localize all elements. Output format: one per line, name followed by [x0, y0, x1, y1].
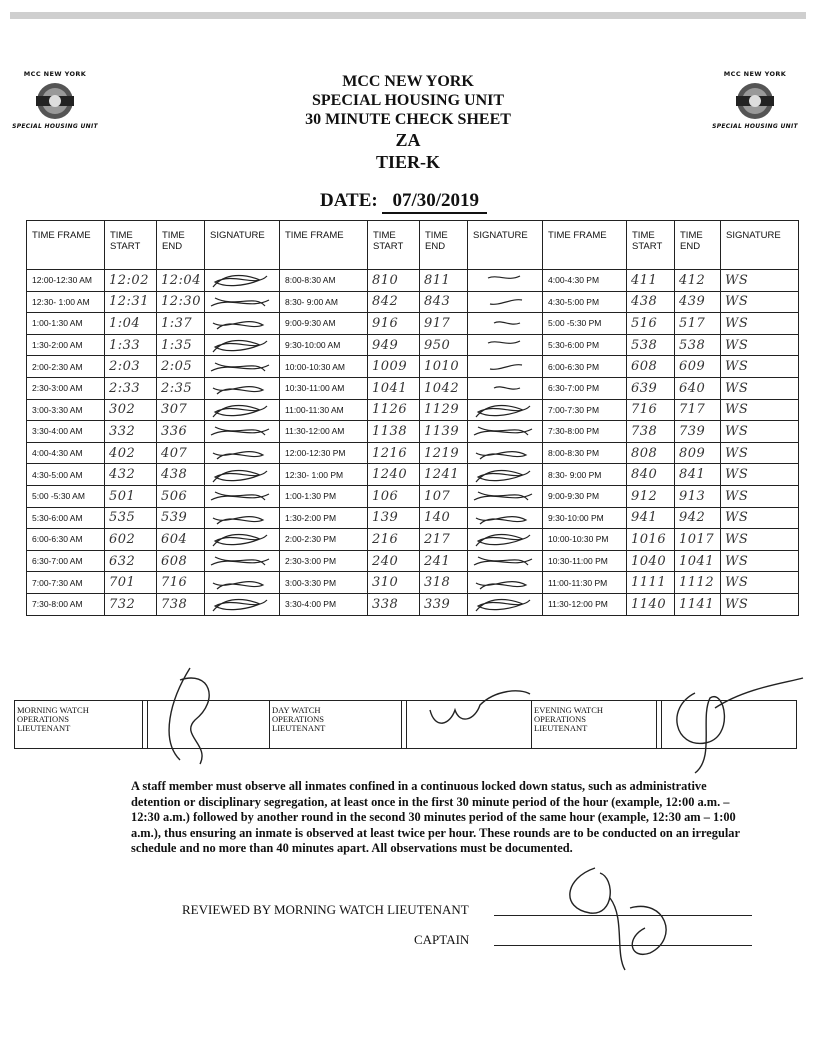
time-start-cell: 310 — [368, 572, 420, 594]
header-cell: TIME END — [675, 221, 721, 270]
signature-cell — [468, 550, 543, 572]
time-start-cell: 2:33 — [105, 377, 157, 399]
time-start-cell: 916 — [368, 313, 420, 335]
signature-cell: WS — [721, 572, 799, 594]
evening-watch-label — [532, 701, 657, 749]
time-frame-cell: 10:30-11:00 PM — [543, 550, 627, 572]
time-start-cell: 240 — [368, 550, 420, 572]
time-end-cell: 107 — [420, 485, 468, 507]
handwritten-signature-icon — [205, 400, 279, 420]
time-frame-cell: 6:30-7:00 AM — [27, 550, 105, 572]
signature-cell: WS — [721, 334, 799, 356]
signature-cell — [205, 550, 280, 572]
time-frame-cell: 1:30-2:00 AM — [27, 334, 105, 356]
time-frame-cell: 6:00-6:30 PM — [543, 356, 627, 378]
time-start-cell: 1138 — [368, 421, 420, 443]
time-start-cell: 1216 — [368, 442, 420, 464]
table-row — [27, 270, 799, 292]
signature-cell — [468, 399, 543, 421]
time-start-cell: 1016 — [627, 529, 675, 551]
time-frame-cell: 3:30-4:00 PM — [280, 593, 368, 615]
time-frame-cell: 2:00-2:30 AM — [27, 356, 105, 378]
signature-cell — [205, 421, 280, 443]
signature-cell: WS — [721, 507, 799, 529]
time-start-cell: 438 — [627, 291, 675, 313]
time-end-cell: 12:30 — [157, 291, 205, 313]
signature-cell — [468, 291, 543, 313]
time-frame-cell: 11:00-11:30 PM — [543, 572, 627, 594]
time-end-cell: 339 — [420, 593, 468, 615]
time-end-cell: 140 — [420, 507, 468, 529]
time-frame-cell: 7:30-8:00 PM — [543, 421, 627, 443]
label-line: LIEUTENANT — [17, 723, 71, 733]
time-frame-cell: 10:00-10:30 PM — [543, 529, 627, 551]
time-start-cell: 732 — [105, 593, 157, 615]
handwritten-signature-icon — [468, 270, 542, 290]
signature-cell — [205, 485, 280, 507]
signature-cell: WS — [721, 442, 799, 464]
header-cell: TIME END — [420, 221, 468, 270]
date-line — [320, 190, 487, 214]
time-end-cell: 717 — [675, 399, 721, 421]
time-end-cell: 538 — [675, 334, 721, 356]
time-end-cell: 412 — [675, 270, 721, 292]
handwritten-signature-icon — [468, 378, 542, 398]
time-end-cell: 12:04 — [157, 270, 205, 292]
signature-cell — [468, 421, 543, 443]
time-start-cell: 106 — [368, 485, 420, 507]
table-row — [27, 356, 799, 378]
header-cell: TIME END — [157, 221, 205, 270]
label-line: MORNING WATCH — [17, 705, 89, 715]
shu-seal-icon — [732, 81, 778, 121]
signature-cell — [205, 529, 280, 551]
header-cell: SIGNATURE — [721, 221, 799, 270]
handwritten-signature-icon — [205, 465, 279, 485]
time-frame-cell: 6:00-6:30 AM — [27, 529, 105, 551]
handwritten-signature-icon — [468, 357, 542, 377]
header-cell: TIME FRAME — [27, 221, 105, 270]
signature-cell: WS — [721, 550, 799, 572]
time-start-cell: 411 — [627, 270, 675, 292]
time-start-cell: 949 — [368, 334, 420, 356]
captain-label: CAPTAIN — [414, 932, 470, 947]
signature-cell — [468, 593, 543, 615]
signature-cell: WS — [721, 421, 799, 443]
time-frame-cell: 2:30-3:00 AM — [27, 377, 105, 399]
time-frame-cell: 4:00-4:30 AM — [27, 442, 105, 464]
time-end-cell: 604 — [157, 529, 205, 551]
time-frame-cell: 9:30-10:00 PM — [543, 507, 627, 529]
time-frame-cell: 8:00-8:30 PM — [543, 442, 627, 464]
table-row — [27, 421, 799, 443]
title-line: ZA — [395, 130, 421, 150]
time-start-cell: 139 — [368, 507, 420, 529]
time-start-cell: 302 — [105, 399, 157, 421]
time-start-cell: 1041 — [368, 377, 420, 399]
label-line: EVENING WATCH — [534, 705, 604, 715]
shu-seal-icon — [32, 81, 78, 121]
time-start-cell: 912 — [627, 485, 675, 507]
signature-cell: WS — [721, 291, 799, 313]
time-frame-cell: 3:00-3:30 AM — [27, 399, 105, 421]
time-frame-cell: 4:00-4:30 PM — [543, 270, 627, 292]
time-end-cell: 517 — [675, 313, 721, 335]
table-body — [27, 270, 799, 616]
day-watch-signature-box[interactable] — [407, 701, 532, 749]
time-end-cell: 438 — [157, 464, 205, 486]
title-line: 30 MINUTE CHECK SHEET — [305, 111, 511, 128]
reviewed-by-signature-line[interactable] — [494, 915, 752, 916]
time-end-cell: 318 — [420, 572, 468, 594]
handwritten-signature-icon — [468, 313, 542, 333]
time-frame-cell: 9:30-10:00 AM — [280, 334, 368, 356]
signature-cell — [205, 442, 280, 464]
time-end-cell: 539 — [157, 507, 205, 529]
logo-top-text: MCC NEW YORK — [23, 70, 87, 78]
time-end-cell: 1017 — [675, 529, 721, 551]
morning-watch-signature-box[interactable] — [148, 701, 270, 749]
time-end-cell: 950 — [420, 334, 468, 356]
reviewed-by-label: REVIEWED BY MORNING WATCH LIEUTENANT — [182, 902, 469, 917]
time-end-cell: 407 — [157, 442, 205, 464]
time-start-cell: 716 — [627, 399, 675, 421]
handwritten-signature-icon — [205, 378, 279, 398]
time-start-cell: 216 — [368, 529, 420, 551]
time-end-cell: 739 — [675, 421, 721, 443]
signature-cell — [468, 442, 543, 464]
date-value: 07/30/2019 — [382, 190, 487, 214]
time-start-cell: 639 — [627, 377, 675, 399]
time-start-cell: 632 — [105, 550, 157, 572]
time-start-cell: 810 — [368, 270, 420, 292]
table-row — [27, 377, 799, 399]
time-end-cell: 217 — [420, 529, 468, 551]
signature-cell — [205, 593, 280, 615]
time-start-cell: 2:03 — [105, 356, 157, 378]
time-end-cell: 1139 — [420, 421, 468, 443]
signature-cell — [468, 485, 543, 507]
title-line: SPECIAL HOUSING UNIT — [311, 92, 505, 109]
handwritten-signature-icon — [468, 529, 542, 549]
time-end-cell: 811 — [420, 270, 468, 292]
time-start-cell: 701 — [105, 572, 157, 594]
handwritten-signature-icon — [205, 335, 279, 355]
captain-signature-line[interactable] — [494, 945, 752, 946]
morning-watch-label — [15, 701, 143, 749]
handwritten-signature-icon — [468, 465, 542, 485]
signature-cell — [468, 529, 543, 551]
handwritten-signature-icon — [468, 421, 542, 441]
time-frame-cell: 7:30-8:00 AM — [27, 593, 105, 615]
handwritten-signature-icon — [468, 508, 542, 528]
time-frame-cell: 5:30-6:00 PM — [543, 334, 627, 356]
time-start-cell: 1240 — [368, 464, 420, 486]
time-start-cell: 516 — [627, 313, 675, 335]
signature-cell: WS — [721, 377, 799, 399]
time-end-cell: 307 — [157, 399, 205, 421]
time-end-cell: 942 — [675, 507, 721, 529]
time-start-cell: 808 — [627, 442, 675, 464]
check-log-table — [26, 220, 799, 616]
handwritten-signature-icon — [205, 313, 279, 333]
signature-cell — [205, 399, 280, 421]
time-frame-cell: 1:00-1:30 PM — [280, 485, 368, 507]
signature-cell: WS — [721, 399, 799, 421]
time-frame-cell: 8:30- 9:00 AM — [280, 291, 368, 313]
signature-cell — [468, 464, 543, 486]
time-frame-cell: 8:00-8:30 AM — [280, 270, 368, 292]
time-end-cell: 1010 — [420, 356, 468, 378]
time-start-cell: 432 — [105, 464, 157, 486]
header-cell: TIME FRAME — [543, 221, 627, 270]
table-row — [27, 485, 799, 507]
shu-logo-left — [0, 70, 110, 130]
table-row — [27, 291, 799, 313]
time-frame-cell: 11:30-12:00 AM — [280, 421, 368, 443]
handwritten-signature-icon — [205, 270, 279, 290]
time-start-cell: 535 — [105, 507, 157, 529]
time-frame-cell: 5:00 -5:30 AM — [27, 485, 105, 507]
time-frame-cell: 1:00-1:30 AM — [27, 313, 105, 335]
time-frame-cell: 12:00-12:30 PM — [280, 442, 368, 464]
signature-cell: WS — [721, 356, 799, 378]
handwritten-signature-icon — [468, 400, 542, 420]
title-line: MCC NEW YORK — [342, 73, 474, 90]
shu-logo-right — [700, 70, 810, 130]
time-start-cell: 12:31 — [105, 291, 157, 313]
time-start-cell: 12:02 — [105, 270, 157, 292]
time-start-cell: 1009 — [368, 356, 420, 378]
logo-bottom-text: SPECIAL HOUSING UNIT — [712, 123, 798, 130]
time-end-cell: 1042 — [420, 377, 468, 399]
time-frame-cell: 7:00-7:30 AM — [27, 572, 105, 594]
handwritten-signature-icon — [205, 594, 279, 614]
time-start-cell: 602 — [105, 529, 157, 551]
day-watch-label — [270, 701, 402, 749]
evening-watch-signature-box[interactable] — [662, 701, 797, 749]
time-end-cell: 609 — [675, 356, 721, 378]
time-frame-cell: 2:30-3:00 PM — [280, 550, 368, 572]
time-frame-cell: 12:00-12:30 AM — [27, 270, 105, 292]
signature-cell — [205, 334, 280, 356]
time-end-cell: 809 — [675, 442, 721, 464]
time-frame-cell: 7:00-7:30 PM — [543, 399, 627, 421]
time-end-cell: 1129 — [420, 399, 468, 421]
table-row — [27, 313, 799, 335]
time-end-cell: 841 — [675, 464, 721, 486]
handwritten-signature-icon — [468, 594, 542, 614]
signature-cell — [468, 507, 543, 529]
time-start-cell: 842 — [368, 291, 420, 313]
time-frame-cell: 3:30-4:00 AM — [27, 421, 105, 443]
signature-cell — [205, 377, 280, 399]
time-frame-cell: 5:30-6:00 AM — [27, 507, 105, 529]
time-frame-cell: 4:30-5:00 PM — [543, 291, 627, 313]
time-end-cell: 439 — [675, 291, 721, 313]
time-end-cell: 1219 — [420, 442, 468, 464]
time-start-cell: 402 — [105, 442, 157, 464]
reviewer-signature-scribble — [555, 858, 685, 978]
time-end-cell: 2:35 — [157, 377, 205, 399]
signature-cell: WS — [721, 529, 799, 551]
table-row — [27, 529, 799, 551]
signature-cell — [468, 334, 543, 356]
time-start-cell: 332 — [105, 421, 157, 443]
signature-cell: WS — [721, 313, 799, 335]
time-frame-cell: 9:00-9:30 AM — [280, 313, 368, 335]
handwritten-signature-icon — [205, 529, 279, 549]
time-end-cell: 1141 — [675, 593, 721, 615]
handwritten-signature-icon — [468, 551, 542, 571]
handwritten-signature-icon — [205, 573, 279, 593]
table-row — [27, 399, 799, 421]
handwritten-signature-icon — [205, 357, 279, 377]
label-line: OPERATIONS — [17, 714, 69, 724]
time-end-cell: 1:37 — [157, 313, 205, 335]
signature-cell — [205, 507, 280, 529]
time-end-cell: 2:05 — [157, 356, 205, 378]
handwritten-signature-icon — [205, 421, 279, 441]
time-frame-cell: 10:30-11:00 AM — [280, 377, 368, 399]
header-cell: SIGNATURE — [468, 221, 543, 270]
header-cell: SIGNATURE — [205, 221, 280, 270]
logo-bottom-text: SPECIAL HOUSING UNIT — [12, 123, 98, 130]
time-end-cell: 917 — [420, 313, 468, 335]
table-header-row — [27, 221, 799, 270]
signature-cell: WS — [721, 485, 799, 507]
policy-paragraph: A staff member must observe all inmates confined in a continuous locked down status, such as administrative detention or disciplinary segregation, at least once in the first 30 minute period of the hour (example, 12:00 a.m. – 12:30 a.m.) followed by another round in the second 30 minutes period of the same hour (example, 12:30 am – 1:00 a.m.), thus ensuring an inmate is observed at least twice per hour. These rounds are to be conducted on an irregular schedule and no more than 40 minutes apart. All observations must be documented. — [131, 779, 740, 856]
logo-top-text: MCC NEW YORK — [723, 70, 787, 78]
signature-cell — [468, 356, 543, 378]
header-cell: TIME START — [368, 221, 420, 270]
handwritten-signature-icon — [205, 443, 279, 463]
signature-cell: WS — [721, 270, 799, 292]
time-frame-cell: 9:00-9:30 PM — [543, 485, 627, 507]
scan-edge-bar — [10, 12, 806, 19]
time-start-cell: 1126 — [368, 399, 420, 421]
time-start-cell: 338 — [368, 593, 420, 615]
date-label: DATE: — [320, 190, 378, 211]
handwritten-signature-icon — [468, 335, 542, 355]
table-row — [27, 464, 799, 486]
time-frame-cell: 10:00-10:30 AM — [280, 356, 368, 378]
lieutenant-signoff-row — [14, 700, 797, 749]
time-end-cell: 1241 — [420, 464, 468, 486]
table-row — [27, 593, 799, 615]
time-end-cell: 1041 — [675, 550, 721, 572]
label-line: LIEUTENANT — [272, 723, 326, 733]
table-row — [27, 572, 799, 594]
signature-cell — [205, 464, 280, 486]
time-end-cell: 241 — [420, 550, 468, 572]
time-end-cell: 843 — [420, 291, 468, 313]
time-start-cell: 840 — [627, 464, 675, 486]
time-start-cell: 1040 — [627, 550, 675, 572]
time-frame-cell: 6:30-7:00 PM — [543, 377, 627, 399]
time-start-cell: 1111 — [627, 572, 675, 594]
label-line: LIEUTENANT — [534, 723, 588, 733]
signature-cell — [468, 377, 543, 399]
time-end-cell: 506 — [157, 485, 205, 507]
time-frame-cell: 3:00-3:30 PM — [280, 572, 368, 594]
time-frame-cell: 8:30- 9:00 PM — [543, 464, 627, 486]
table-row — [27, 550, 799, 572]
signature-cell: WS — [721, 464, 799, 486]
time-frame-cell: 11:00-11:30 AM — [280, 399, 368, 421]
handwritten-signature-icon — [468, 292, 542, 312]
time-frame-cell: 12:30- 1:00 PM — [280, 464, 368, 486]
table-row — [27, 507, 799, 529]
header-cell: TIME START — [627, 221, 675, 270]
table-row — [27, 334, 799, 356]
signature-cell — [205, 291, 280, 313]
time-start-cell: 1:04 — [105, 313, 157, 335]
handwritten-signature-icon — [468, 486, 542, 506]
time-start-cell: 501 — [105, 485, 157, 507]
time-end-cell: 640 — [675, 377, 721, 399]
time-start-cell: 538 — [627, 334, 675, 356]
sheet-title — [240, 72, 576, 173]
time-frame-cell: 1:30-2:00 PM — [280, 507, 368, 529]
header-cell: TIME START — [105, 221, 157, 270]
time-end-cell: 716 — [157, 572, 205, 594]
time-end-cell: 336 — [157, 421, 205, 443]
time-frame-cell: 11:30-12:00 PM — [543, 593, 627, 615]
time-start-cell: 1:33 — [105, 334, 157, 356]
signature-cell — [205, 313, 280, 335]
signature-cell — [205, 356, 280, 378]
time-end-cell: 1:35 — [157, 334, 205, 356]
handwritten-signature-icon — [205, 486, 279, 506]
time-end-cell: 913 — [675, 485, 721, 507]
signature-cell: WS — [721, 593, 799, 615]
time-end-cell: 608 — [157, 550, 205, 572]
time-frame-cell: 5:00 -5:30 PM — [543, 313, 627, 335]
time-end-cell: 1112 — [675, 572, 721, 594]
time-start-cell: 941 — [627, 507, 675, 529]
time-frame-cell: 2:00-2:30 PM — [280, 529, 368, 551]
handwritten-signature-icon — [205, 551, 279, 571]
label-line: DAY WATCH — [272, 705, 321, 715]
time-end-cell: 738 — [157, 593, 205, 615]
handwritten-signature-icon — [205, 508, 279, 528]
handwritten-signature-icon — [468, 443, 542, 463]
label-line: OPERATIONS — [534, 714, 586, 724]
time-start-cell: 1140 — [627, 593, 675, 615]
signature-cell — [205, 572, 280, 594]
signature-cell — [468, 572, 543, 594]
header-cell: TIME FRAME — [280, 221, 368, 270]
time-start-cell: 608 — [627, 356, 675, 378]
title-line: TIER-K — [375, 152, 440, 172]
signature-cell — [468, 270, 543, 292]
table-row — [27, 442, 799, 464]
handwritten-signature-icon — [205, 292, 279, 312]
handwritten-signature-icon — [468, 573, 542, 593]
time-frame-cell: 12:30- 1:00 AM — [27, 291, 105, 313]
label-line: OPERATIONS — [272, 714, 324, 724]
signature-cell — [468, 313, 543, 335]
time-frame-cell: 4:30-5:00 AM — [27, 464, 105, 486]
signature-cell — [205, 270, 280, 292]
time-start-cell: 738 — [627, 421, 675, 443]
